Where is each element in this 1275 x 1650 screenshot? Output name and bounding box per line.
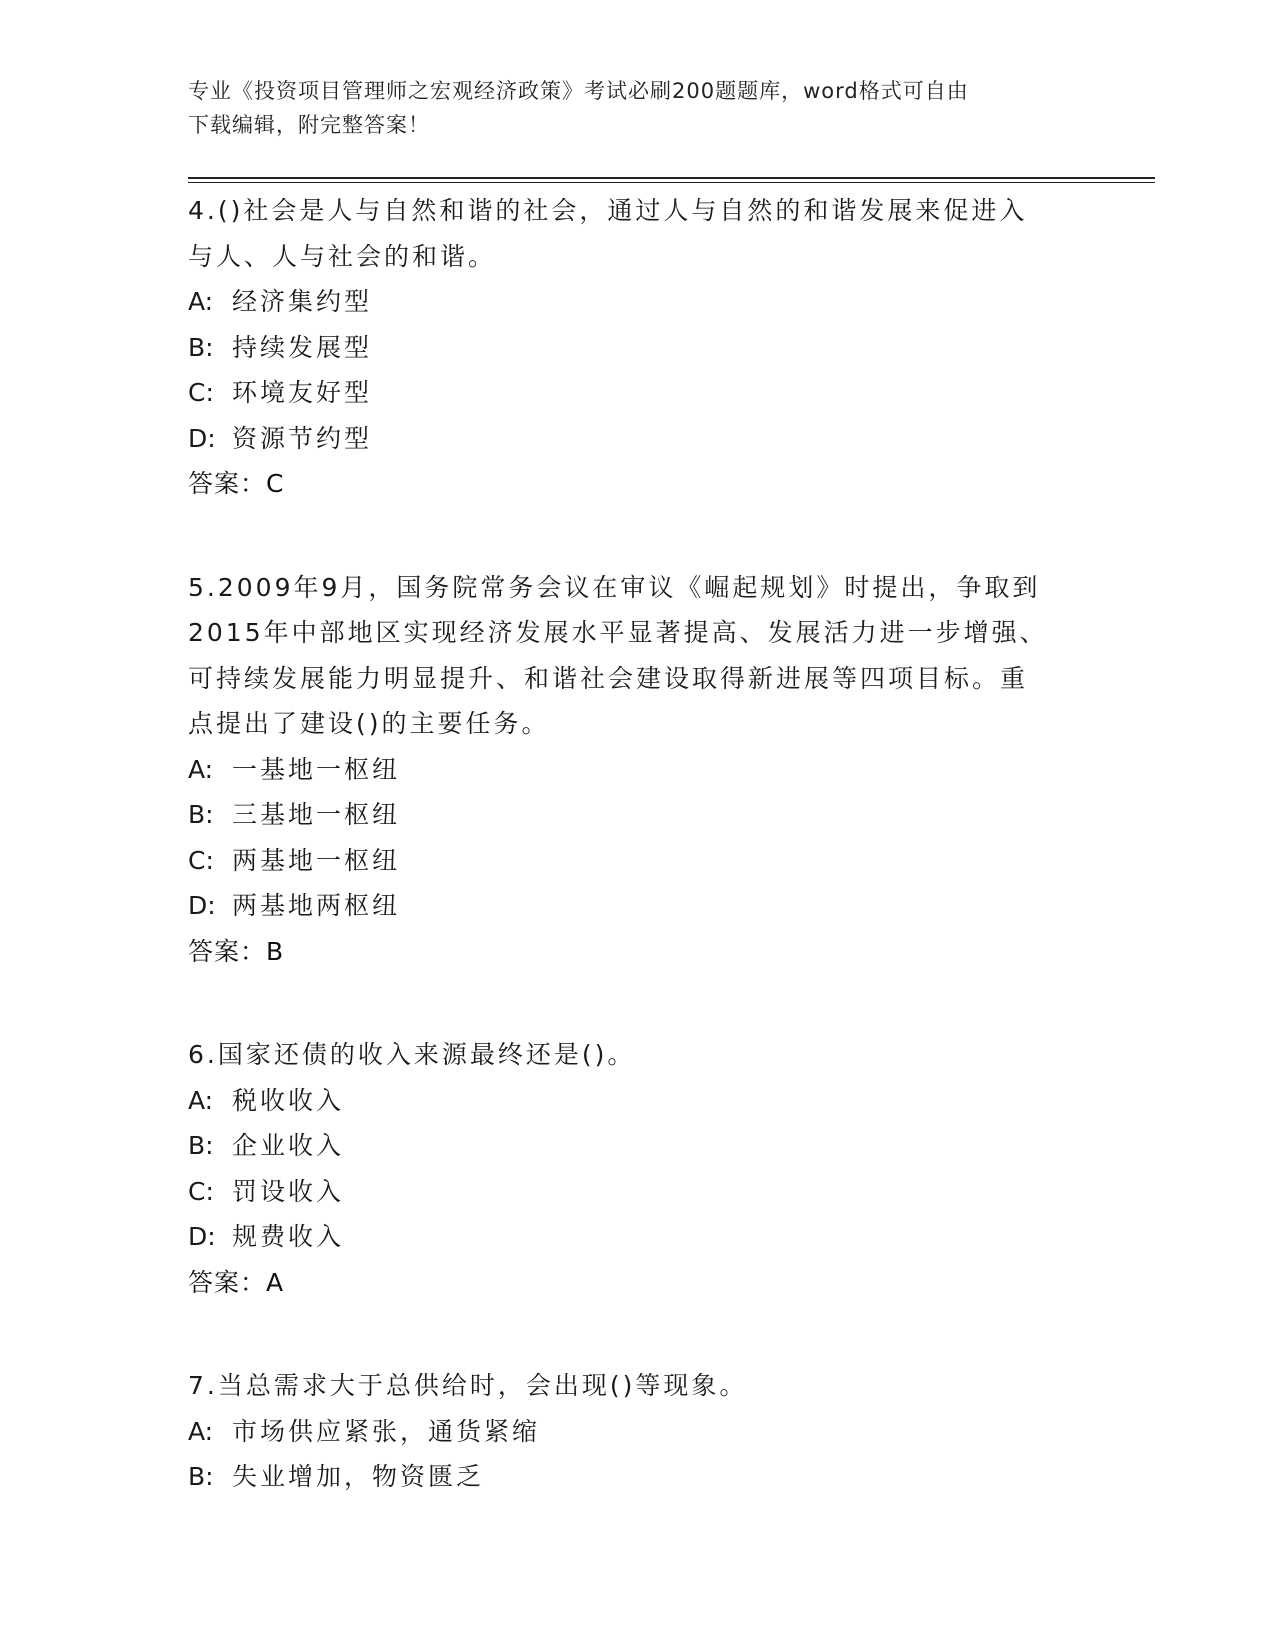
question-stem-line: 7.当总需求大于总供给时，会出现()等现象。 xyxy=(188,1371,748,1400)
answer-line: 答案：B xyxy=(188,936,285,966)
question-stem-line: 4.()社会是人与自然和谐的社会，通过人与自然的和谐发展来促进入 xyxy=(188,196,1028,225)
option-letter: A: xyxy=(188,1085,214,1115)
option-letter: B: xyxy=(188,1462,214,1491)
answer-line: 答案：C xyxy=(188,469,285,498)
option-text: 持续发展型 xyxy=(232,332,373,362)
question-list xyxy=(188,188,1088,1558)
option-letter: D: xyxy=(188,891,216,920)
question-4 xyxy=(188,188,1088,507)
question-7 xyxy=(188,1363,1088,1500)
option-text: 企业收入 xyxy=(232,1131,345,1160)
option-b xyxy=(188,325,1088,371)
option-letter: D: xyxy=(188,423,216,453)
document-header xyxy=(188,74,1088,142)
header-divider-thin xyxy=(188,182,1155,183)
option-letter: B: xyxy=(188,1131,214,1160)
option-text: 一基地一枢纽 xyxy=(232,754,401,784)
header-divider-thick xyxy=(188,177,1155,179)
option-a xyxy=(188,1409,1088,1455)
option-text: 失业增加，物资匮乏 xyxy=(232,1462,485,1491)
option-c xyxy=(188,370,1088,416)
option-b xyxy=(188,792,1088,838)
option-text: 资源节约型 xyxy=(232,423,373,453)
header-line-2: 下载编辑，附完整答案！ xyxy=(188,113,430,137)
question-6 xyxy=(188,1032,1088,1305)
option-text: 税收收入 xyxy=(232,1085,345,1115)
question-stem-line: 与人、人与社会的和谐。 xyxy=(188,241,497,271)
option-text: 市场供应紧张，通货紧缩 xyxy=(232,1416,541,1446)
option-text: 罚设收入 xyxy=(232,1176,345,1206)
option-d xyxy=(188,1214,1088,1260)
option-a xyxy=(188,747,1088,793)
option-text: 两基地两枢纽 xyxy=(232,891,401,920)
option-text: 规费收入 xyxy=(232,1222,345,1251)
option-b xyxy=(188,1454,1088,1500)
option-letter: C: xyxy=(188,1176,214,1206)
option-letter: A: xyxy=(188,1416,214,1446)
option-letter: B: xyxy=(188,332,214,362)
header-line-1: 专业《投资项目管理师之宏观经济政策》考试必刷200题题库，word格式可自由 xyxy=(188,79,969,103)
option-a xyxy=(188,279,1088,325)
option-letter: D: xyxy=(188,1222,216,1251)
question-stem-line: 5.2009年9月，国务院常务会议在审议《崛起规划》时提出，争取到 xyxy=(188,572,1041,602)
option-text: 两基地一枢纽 xyxy=(232,845,401,875)
option-text: 环境友好型 xyxy=(232,378,373,407)
option-c xyxy=(188,1169,1088,1215)
option-d xyxy=(188,416,1088,462)
question-stem-line: 2015年中部地区实现经济发展水平显著提高、发展活力进一步增强、 xyxy=(188,618,1048,647)
option-letter: A: xyxy=(188,287,214,316)
option-a xyxy=(188,1078,1088,1124)
question-5 xyxy=(188,565,1088,975)
answer-line: 答案：A xyxy=(188,1267,285,1297)
question-stem-line: 可持续发展能力明显提升、和谐社会建设取得新进展等四项目标。重 xyxy=(188,663,1029,693)
option-text: 三基地一枢纽 xyxy=(232,800,401,829)
option-letter: A: xyxy=(188,754,214,784)
question-stem-line: 点提出了建设()的主要任务。 xyxy=(188,709,550,738)
option-d xyxy=(188,883,1088,929)
option-text: 经济集约型 xyxy=(232,287,373,316)
option-b xyxy=(188,1123,1088,1169)
option-c xyxy=(188,838,1088,884)
option-letter: B: xyxy=(188,800,214,829)
option-letter: C: xyxy=(188,378,214,407)
option-letter: C: xyxy=(188,845,214,875)
question-stem-line: 6.国家还债的收入来源最终还是()。 xyxy=(188,1040,636,1069)
